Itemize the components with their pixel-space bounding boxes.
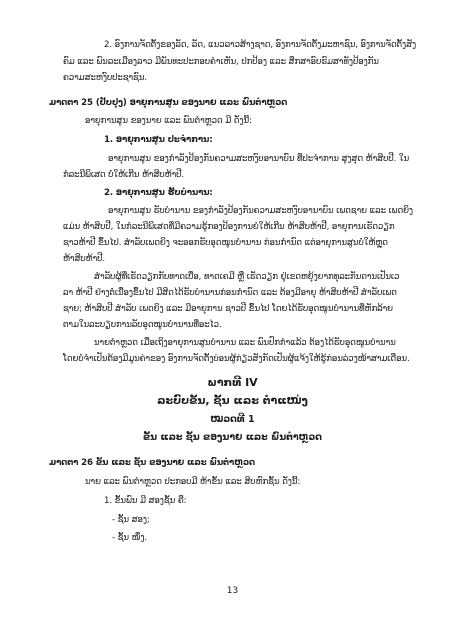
article-26-title: ມາດຕາ 26 ຂັ້ນ ແລະ ຊັ້ນ ຂອງນາຍ ແລະ ພົນຕຳຫຼວດ xyxy=(49,458,255,468)
chapter-title: ຂັ້ນ ແລະ ຊັ້ນ ຂອງນາຍ ແລະ ພົນຕຳຫຼວດ xyxy=(143,432,322,443)
part-title: ລະບົບຂັ້ນ, ຊັ້ນ ແລະ ຕຳແໜ່ງ xyxy=(157,394,308,407)
paragraph-line: ຄົມ ແລະ ພົນລະເມືອງລາວ ມີພັນທະປະກອບຄຳເຫັນ, ປກປ້ອງ ແລະ ສຶກສາອົບຮົມສາທັງປ້ອງກັນ xyxy=(63,57,379,67)
article-25-item1-title: 1. ອາຍຸການສູນ ປະຈຳການ: xyxy=(104,135,213,145)
page-number: 13 xyxy=(226,586,239,596)
paragraph-line: ລາ ຫ້າປີ ຢ່າງຕໍ່ເນື່ອງຂຶ້ນໄປ ມີສິດໄດ້ຮັບບຳນານກ່ອນກຳນົດ ແລະ ຕ້ອງມີອາຍຸ ຫ້າສິບຫ້າປີ ສຳລັບເພດ xyxy=(63,288,397,298)
chapter-label: ໝວດທີ 1 xyxy=(210,414,255,425)
paragraph-line: 2. ອົງການຈັດຕັ້ງຂອງລັດ, ລັດ, ແນວລາວສ້າງຊາດ, ອົງການຈັດຕັ້ງມະຫາຊົນ, ອົງການຈັດຕັ້ງສັງ xyxy=(104,40,417,50)
list-item: - ຊັ້ນ ໜຶ່ງ. xyxy=(112,533,148,543)
paragraph-line: ອາຍຸການສູນ ຮັບບຳນານ ຂອງກຳລັງປ້ອງກັນຄວາມສະຫງົບອານາບົນ ເພດຊາຍ ແລະ ເພດຍິງ xyxy=(108,206,413,216)
paragraph-line: ຫ້າສິບຫ້າປີ. xyxy=(63,254,106,264)
paragraph-line: ກໍລະນີພິເສດ ບໍ່ໃຫ້ເກີນ ຫ້າສິບຫ້າປີ. xyxy=(63,170,185,180)
list-item: - ຊັ້ນ ສອງ; xyxy=(112,515,150,525)
article-25-title: ມາດຕາ 25 (ປັບປຸງ) ອາຍຸການສູນ ຂອງນາຍ ແລະ ພົນຕຳຫຼວດ xyxy=(49,98,288,108)
paragraph-line: ອາຍຸການສູນ ຂອງກຳລັງປ້ອງກັນຄວາມສະຫງົບອານາບົນ ທີ່ປະຈຳການ ສູງສຸດ ຫ້າສິບປີ. ໃນ xyxy=(108,154,410,164)
part-label: ພາກທີ IV xyxy=(207,376,258,389)
paragraph-line: ຄວາມສະຫງົບປະຊາຊົນ. xyxy=(63,73,148,83)
paragraph-line: ສຳລັບຜູ້ທີ່ເຮັດວຽກກັບທາດເບື່ອ, ທາດເຄມີ ຫຼື ເຮັດວຽກ ຢູ່ເຂດຫຍຸ້ງຍາກທຸລະກັນດານເປັນເວ xyxy=(94,272,400,282)
paragraph-line: ແມ່ນ ຫ້າສິບປີ, ໃນກໍລະນີພິເສດທີ່ມີຄວາມຮູ້ກອງປ້ອງການຍໍໃຫ້ເກີນ ຫ້າສິບຫ້າປີ, ອາຍຸການເຮັດວຽກ xyxy=(63,222,395,232)
article-25-item2-title: 2. ອາຍຸການສູນ ຮັບບຳນານ: xyxy=(104,188,213,198)
article-25-intro: ອາຍຸການສູນ ຂອງນາຍ ແລະ ພົນຕຳຫຼວດ ມີ ດັ່ງນີ້: xyxy=(85,116,252,126)
paragraph-line: ຊາວຫ້າປີ ຂຶ້ນໄປ. ສຳລັບເພດຍິງ ຈະອອກຮັບອຸດໜູນບຳນານ ກ່ອນກຳນົດ ແຕ່ອາຍຸການສູນບໍ່ໃຫ້ຫຼຸດ xyxy=(63,238,388,248)
paragraph-line: ຕາມໃນລະບຽບການລັບອຸດໜູນບຳນານທີ່ອະໄວ. xyxy=(63,320,222,330)
article-26-intro: ນາຍ ແລະ ພົນຕຳຫຼວດ ປະກອບມີ ຫ້າຂັ້ນ ແລະ ສິບຫົກຊັ້ນ ດັ່ງນີ້: xyxy=(85,477,301,487)
paragraph-line: ໂດຍບໍ່ຈຳເປັນຕ້ອງມີມູນຄ່າຂອງ ອົງການຈັດຕັ້ງບ່ອນຜູ້ກ່ຽວສັງກັດເປັນຜູ້ແຈ້ງໃຫ້ຮູ້ກ່ອນລ່ວງໜ້າສາມເດືອນ. xyxy=(63,354,410,364)
paragraph-line: ນາຍຕຳຫຼວດ ເມື່ອເຖິງອາຍຸການສູນບຳນານ ແລະ ພົນປົກກຳແລ້ວ ຕ້ອງໄດ້ຮັບອຸດໜູນບຳນານ xyxy=(94,338,396,348)
paragraph-line: ຊາຍ; ຫ້າສິບປີ ສຳລັບ ເພດຍິງ ແລະ ມີອາຍຸການ ຊາວປີ ຂຶ້ນໄປ ໂດຍໄດ້ຮັບອຸດໜູນບຳນານທີ່ຫັກລ້າຍ xyxy=(63,304,393,314)
article-26-item1-title: 1. ຂັ້ນພົນ ມີ ສອງຊັ້ນ ຄື: xyxy=(104,496,187,506)
